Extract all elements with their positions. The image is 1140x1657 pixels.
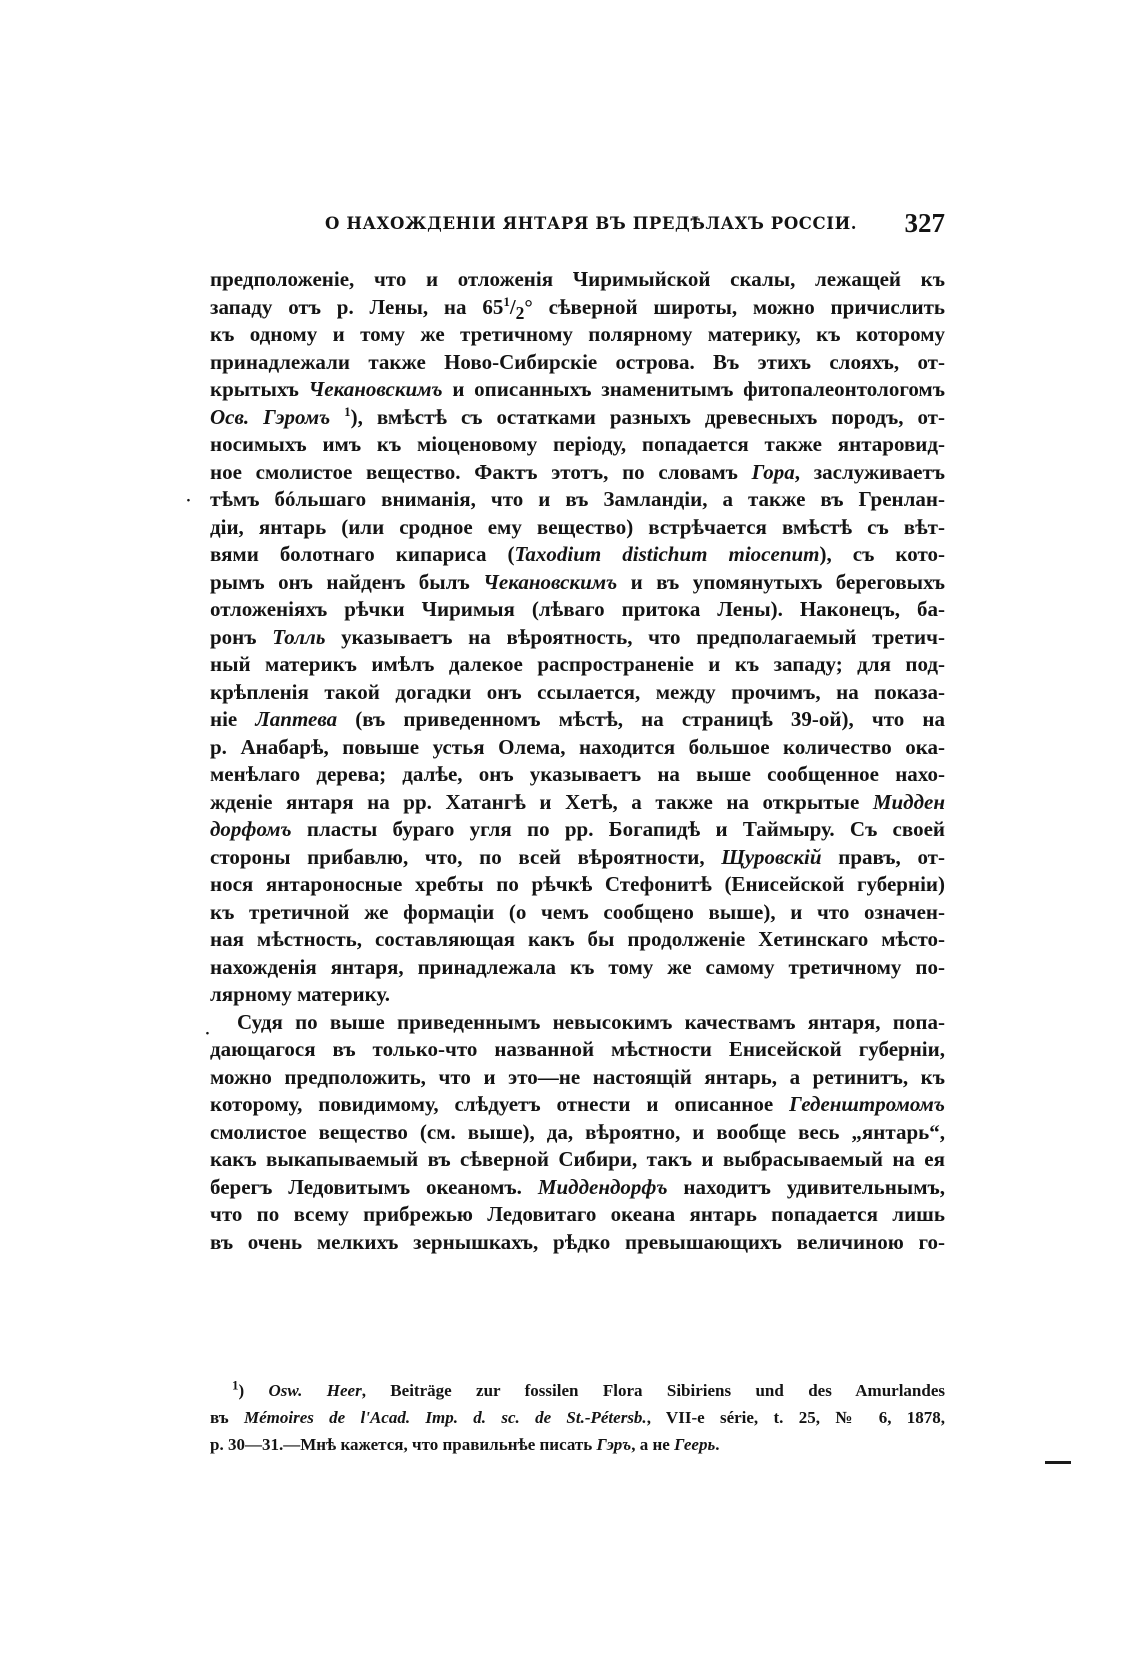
text-line <box>210 871 945 899</box>
text-run: къ одному и тому же третичному полярному материку, къ которому <box>210 322 945 346</box>
text-run: крытыхъ <box>210 377 309 401</box>
text-run: къ третичной же формаціи (о чемъ сообщено выше), и что означен- <box>210 899 945 924</box>
text-line <box>210 1377 945 1404</box>
text-run: , а не <box>631 1435 675 1454</box>
text-run: рымъ онъ найденъ былъ <box>210 569 484 594</box>
text-run: можно предположить, что и это—не настоящій янтарь, а ретинитъ, къ <box>210 1064 945 1089</box>
text-line <box>210 926 945 954</box>
text-run: дающагося въ только-что названной мѣстности Енисейской губерніи, <box>210 1037 945 1061</box>
text-line <box>210 1009 945 1037</box>
text-line <box>210 899 945 927</box>
text-run: ° <box>524 294 533 319</box>
italic-name: Геерь <box>674 1435 716 1454</box>
italic-name: Миддендорфъ <box>537 1174 668 1199</box>
margin-mark: · <box>186 493 191 509</box>
italic-name: Толль <box>272 624 326 649</box>
text-run: и въ упомянутыхъ береговыхъ <box>617 569 946 594</box>
text-line <box>210 706 945 734</box>
text-run: находитъ удивительнымъ, <box>667 1174 945 1199</box>
footnotes <box>210 1377 945 1458</box>
body-text <box>210 266 945 1256</box>
text-line <box>210 541 945 569</box>
text-run: отложеніяхъ рѣчки Чиримыя (лѣваго притока Лены). Наконецъ, ба- <box>210 597 945 621</box>
running-title: О НАХОЖДЕНІИ ЯНТАРЯ ВЪ ПРЕДѢЛАХЪ РОССІИ. <box>325 214 858 233</box>
text-line <box>210 431 945 459</box>
text-run: предположеніе, что и отложенія Чиримыйской скалы, лежащей къ <box>210 267 945 291</box>
text-line <box>210 1201 945 1229</box>
text-run: p. 30—31.—Мнѣ кажется, что правильнѣе писать <box>210 1435 597 1454</box>
italic-name: Мидден <box>872 789 945 814</box>
text-run: тѣмъ бóльшаго вниманія, что и въ Замландіи, а также въ Гренлан- <box>210 487 945 511</box>
edge-mark <box>1045 1461 1071 1464</box>
text-run: . <box>715 1435 720 1454</box>
italic-name: Osw. Heer <box>268 1381 362 1400</box>
text-run: правъ, от- <box>821 844 945 869</box>
text-run: принадлежали также Ново-Сибирскіе острова. Въ этихъ слояхъ, от- <box>210 349 945 374</box>
italic-name: дорфомъ <box>210 817 292 841</box>
italic-name: Гэръ <box>596 1435 632 1454</box>
text-run: нахожденія янтаря, принадлежала къ тому же самому третичному по- <box>210 954 945 979</box>
text-line <box>210 1146 945 1174</box>
text-line <box>210 321 945 349</box>
superscript: 1 <box>503 293 510 309</box>
text-line <box>210 761 945 789</box>
text-line <box>210 954 945 982</box>
italic-name: Чекановскимъ <box>308 377 443 401</box>
italic-name: Лаптева <box>255 707 338 731</box>
italic-name: Mémoires de l'Acad. Imp. d. sc. de St.-Pétersb. <box>243 1408 647 1427</box>
text-run: ное смолистое вещество. Фактъ этотъ, по словамъ <box>210 459 752 484</box>
text-run: ная мѣстность, составляющая какъ бы продолженіе Хетинскаго мѣсто- <box>210 927 945 951</box>
text-line <box>210 734 945 762</box>
text-run: , VII-e série, t. 25, № 6, 1878, <box>646 1408 945 1427</box>
text-run: ) <box>238 1381 269 1400</box>
text-run: ), вмѣстѣ съ остатками разныхъ древесныхъ породъ, от- <box>350 404 945 429</box>
text-run: смолистое вещество (см. выше), да, вѣроятно, и вообще весь „янтарь“, <box>210 1119 945 1144</box>
text-run: ронъ <box>210 624 273 649</box>
superscript: 1 <box>344 403 351 419</box>
text-run: пласты бураго угля по рр. Богапидѣ и Таймыру. Съ своей <box>291 817 945 841</box>
italic-name: Чекановскимъ <box>483 569 618 594</box>
text-line <box>210 404 945 432</box>
superscript: 1 <box>232 1377 239 1393</box>
text-run: жденіе янтаря на рр. Хатангѣ и Хетѣ, а также на открытые <box>210 789 873 814</box>
text-run: , Beiträge zur fossilen Flora Sibiriens und des Amurlandes <box>361 1381 945 1400</box>
text-run <box>330 405 344 429</box>
text-line <box>210 1119 945 1147</box>
text-line <box>210 1404 945 1431</box>
paragraph-mark: · <box>205 1026 210 1042</box>
italic-name: Гора <box>751 459 795 484</box>
text-line <box>210 844 945 872</box>
text-run: въ очень мелкихъ зернышкахъ, рѣдко превышающихъ величиною го- <box>210 1229 945 1254</box>
text-line <box>210 486 945 514</box>
text-run: какъ выкапываемый въ сѣверной Сибири, такъ и выбрасываемый на ея <box>210 1147 945 1171</box>
text-run: крѣпленія такой догадки онъ ссылается, между прочимъ, на показа- <box>210 679 945 704</box>
text-line <box>210 816 945 844</box>
text-run: нося янтароносные хребты по рѣчкѣ Стефонитѣ (Енисейской губерніи) <box>210 872 945 896</box>
page-number: 327 <box>904 208 945 238</box>
text-line <box>210 459 945 487</box>
text-run: указываетъ на вѣроятность, что предполагаемый третич- <box>325 624 945 649</box>
text-line <box>210 1064 945 1092</box>
text-line <box>210 596 945 624</box>
text-run: сѣверной широты, можно причислить <box>532 294 946 319</box>
text-run: менѣлаго дерева; далѣе, онъ указываетъ на выше сообщенное нахо- <box>210 762 945 786</box>
text-run: (въ приведенномъ мѣстѣ, на страницѣ 39-ой), что на <box>337 707 945 731</box>
text-run: стороны прибавлю, что, по всей вѣроятности, <box>210 844 722 869</box>
text-run: ніе <box>210 707 256 731</box>
superscript: 2 <box>515 302 525 323</box>
text-run: въ <box>210 1408 244 1427</box>
italic-name: Taxodium distichum miocenum <box>514 542 820 566</box>
text-run: ный материкъ имѣлъ далекое распространеніе и къ западу; для под- <box>210 652 945 676</box>
text-run: діи, янтарь (или сродное ему вещество) встрѣчается вмѣстѣ съ вѣт- <box>210 514 945 539</box>
text-run: р. Анабарѣ, повыше устья Олема, находится большое количество ока- <box>210 734 945 759</box>
text-run: ), съ кото- <box>819 542 945 566</box>
text-line <box>210 624 945 652</box>
text-run: , заслуживаетъ <box>794 459 946 484</box>
text-run: западу отъ р. Лены, на 65 <box>210 294 504 319</box>
text-line <box>210 1174 945 1202</box>
text-run: носимыхъ имъ къ міоценовому періоду, попадается также янтаровид- <box>210 432 945 456</box>
text-line <box>210 569 945 597</box>
text-line <box>210 1431 945 1458</box>
text-run: вями болотнаго кипариса ( <box>210 542 515 566</box>
text-line <box>210 376 945 404</box>
text-run: Судя по выше приведеннымъ невысокимъ качествамъ янтаря, попа- <box>237 1009 945 1034</box>
text-line <box>210 981 945 1009</box>
text-run: и описанныхъ знаменитымъ фитопалеонтологомъ <box>442 377 945 401</box>
text-line <box>210 514 945 542</box>
text-line <box>210 349 945 377</box>
text-line <box>210 294 945 322</box>
text-line <box>210 266 945 294</box>
text-run: / <box>509 294 516 319</box>
text-line <box>210 651 945 679</box>
italic-name: Геденштромомъ <box>789 1092 945 1116</box>
text-line <box>210 1229 945 1257</box>
text-line <box>210 1036 945 1064</box>
text-run: берегъ Ледовитымъ океаномъ. <box>210 1174 538 1199</box>
text-line <box>210 1091 945 1119</box>
text-run: лярному материку. <box>210 982 391 1006</box>
italic-name: Осв. Гэромъ <box>210 404 331 429</box>
text-run: которому, повидимому, слѣдуетъ отнести и описанное <box>210 1092 790 1116</box>
text-run: что по всему прибрежью Ледовитаго океана янтарь попадается лишь <box>210 1202 945 1226</box>
text-line <box>210 679 945 707</box>
text-line <box>210 789 945 817</box>
running-head <box>205 208 945 242</box>
italic-name: Щуровскій <box>721 844 822 869</box>
